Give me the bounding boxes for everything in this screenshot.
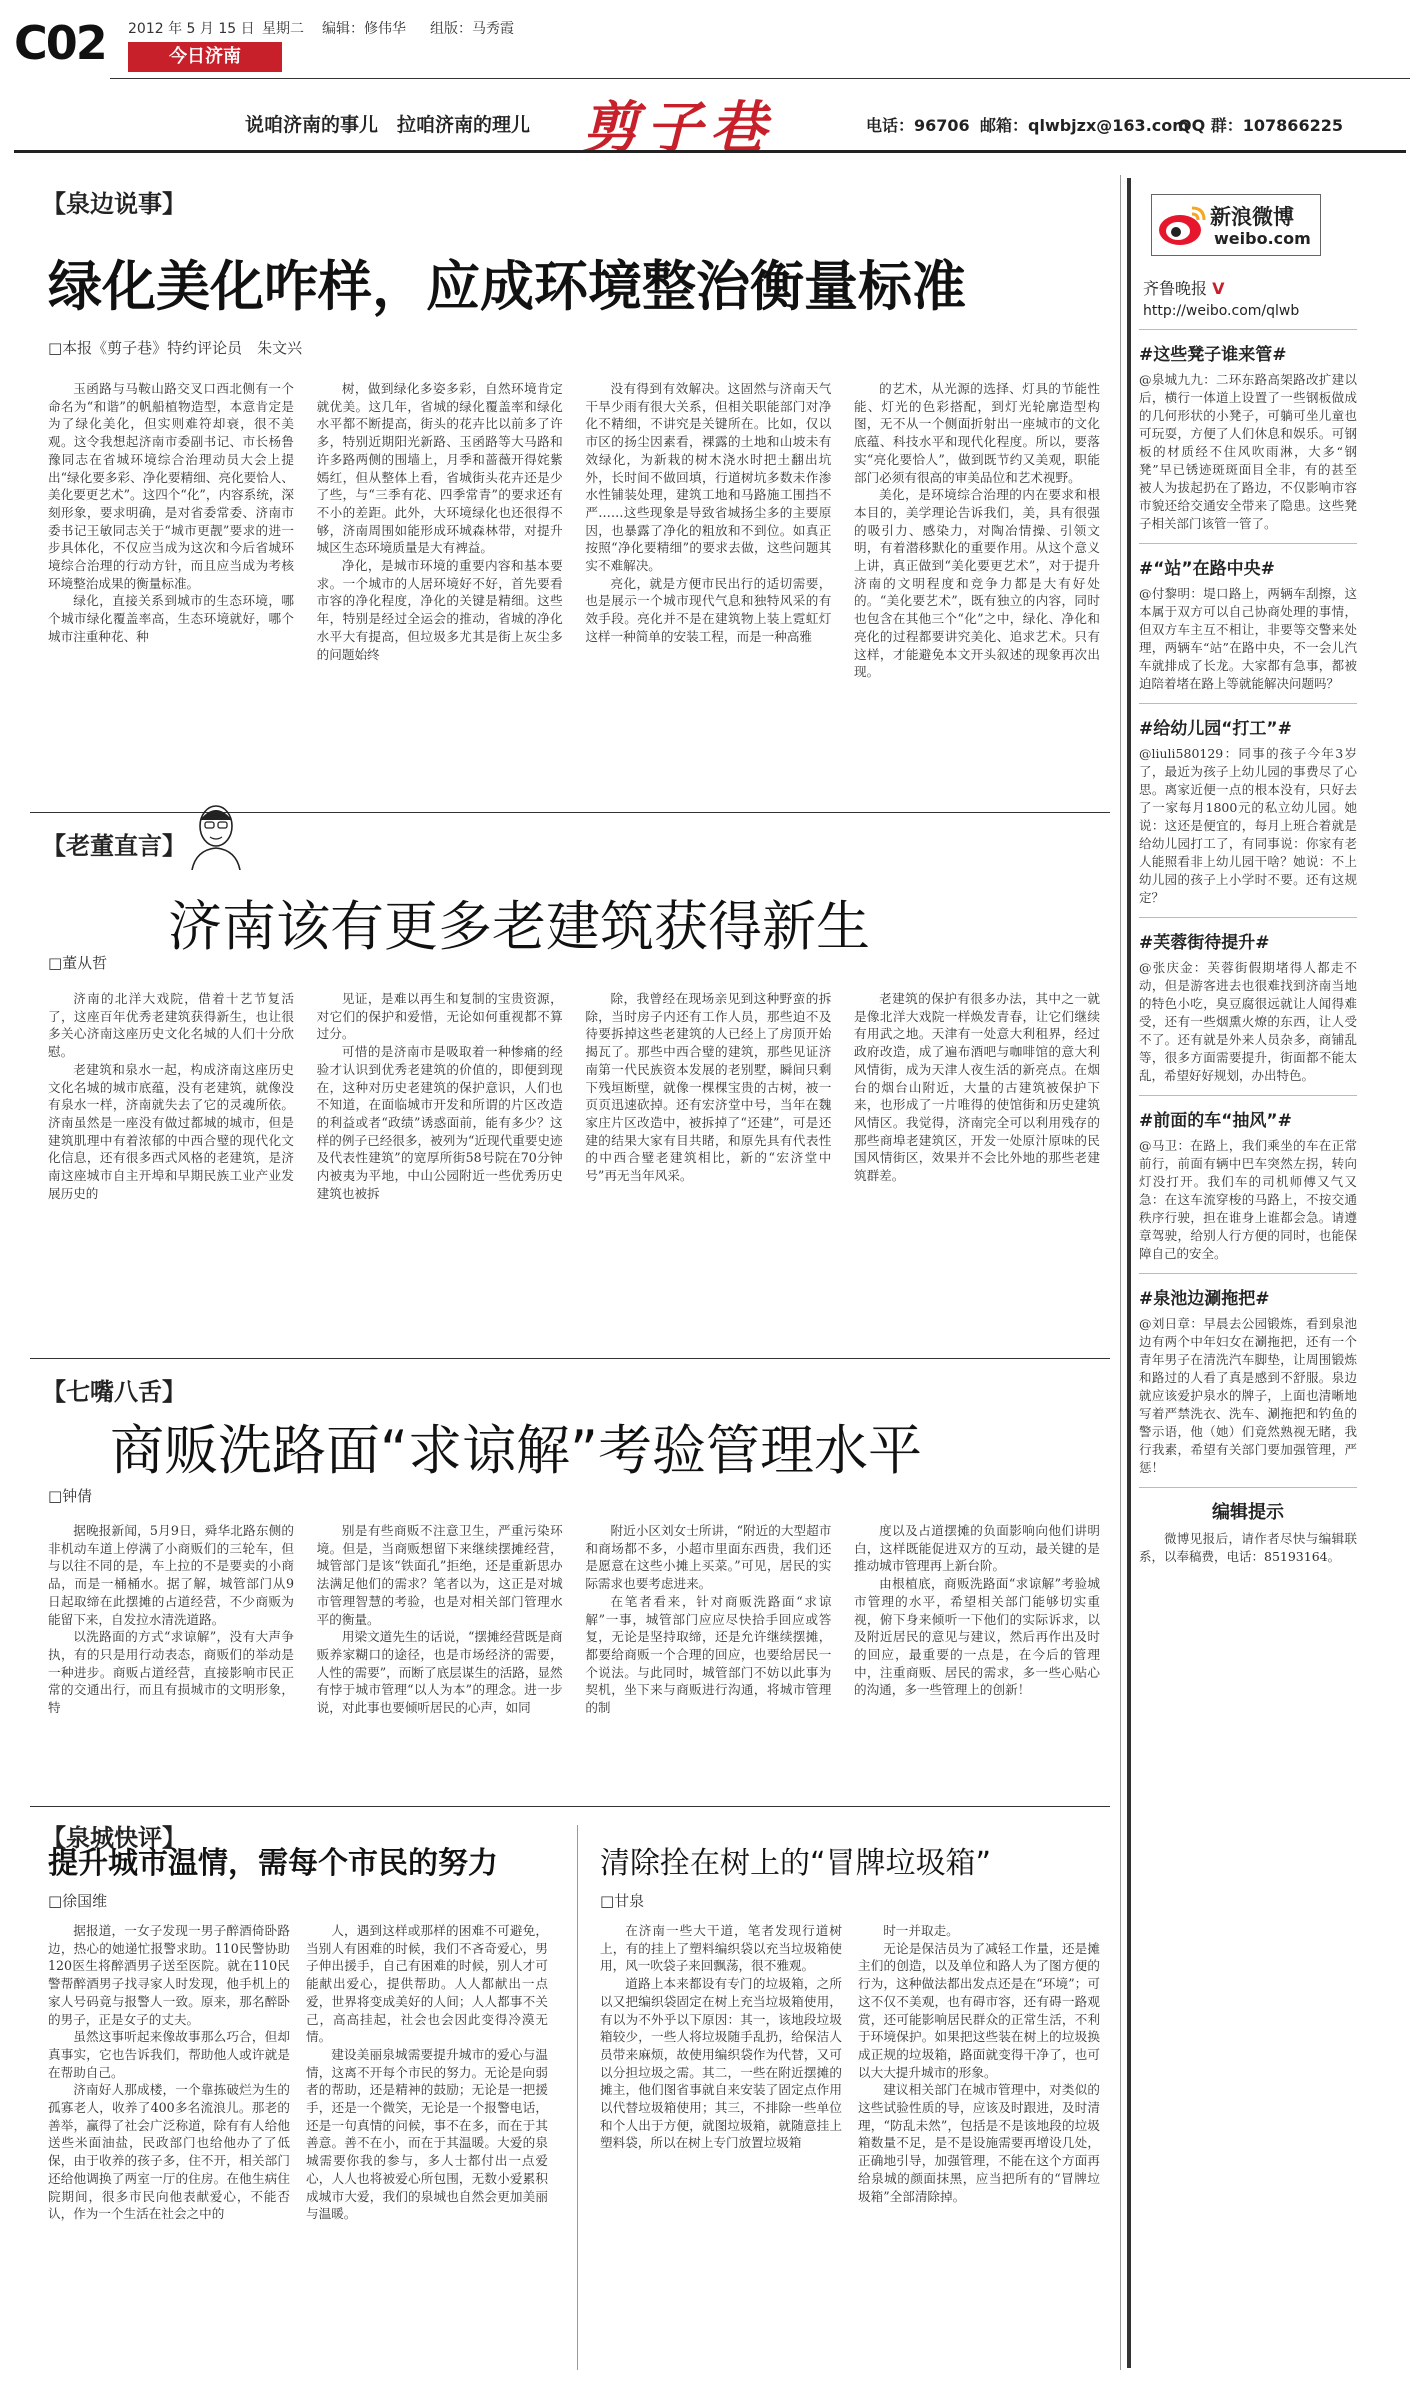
weibo-post [1139,554,1357,693]
weibo-post [1139,714,1357,907]
header-editor: 编辑：修伟华 [322,21,406,37]
paragraph: 人，遇到这样或那样的困难不可避免，当别人有困难的时候，我们不吝奇爱心，男子伸出援手，自己有困难的时候，别人才可能献出爱心，提供帮助。人人都献出一点爱，世界将变成美好的人间；人人都事不关己，高高挂起，社会也会因此变得冷漠无情。 [306,1923,548,2045]
weibo-separator [1139,543,1357,544]
paragraph: 树，做到绿化多姿多彩，自然环境肯定就优美。这几年，省城的绿化覆盖率和绿化水平都不断提高，街头的花卉比以前多了许多，特别近期阳光新路、玉函路等大马路和许多路两侧的围墙上，月季和蔷薇开得姹紫嫣红，但从整体上看，省城街头花卉还是少了些，与“三季有花、四季常青”的要求还有不小的差距。此外，大环境绿化也还很得不够，济南周围如能形成环城森林带，对提升城区生态环境质量是大有裨益。 [316,381,563,556]
article3-col4 [854,1522,1100,1800]
article3-col2 [317,1522,563,1800]
paragraph: 的艺术，从光源的选择、灯具的节能性能、灯光的色彩搭配，到灯光轮廓造型构图，无不从一个侧面折射出一座城市的文化底蕴、科技水平和现代化程度。所以，要落实“亮化要恰人”，做到既节约又美观，职能部门必须有很高的审美品位和艺术视野。 [853,381,1100,485]
article2-byline: □董从哲 [48,954,108,972]
article2-col4 [854,990,1100,1350]
weibo-post [1139,1284,1357,1477]
article3-col1 [48,1522,294,1800]
article3-tag: 【七嘴八舌】 [42,1378,186,1406]
paragraph: 道路上本来都设有专门的垃圾箱，之所以又把编织袋固定在树上充当垃圾箱使用，有以为不外乎以下原因：其一，该地段垃圾箱较少，一些人将垃圾随手乱扔，给保洁人员带来麻烦，故使用编织袋作为代替，又可以分担垃圾之需。其二，一些在附近摆摊的摊主，他们图省事就自来安装了固定点作用以代替垃圾箱使用；其三，不排除一些单位和个人出于方便，就图垃圾箱，就随意挂上塑料袋，所以在树上专门放置垃圾箱 [600,1976,842,2151]
weibo-account: 齐鲁晚报 [1143,279,1208,298]
article2-body [48,990,1100,1350]
article1-col4 [854,380,1100,805]
article4-title: 提升城市温情，需每个市民的努力 [48,1846,498,1881]
editor-note [1139,1498,1357,1566]
page-code: C02 [14,16,106,70]
paragraph: 老建筑和泉水一起，构成济南这座历史文化名城的城市底蕴，没有老建筑，就像没有泉水一样，济南就失去了它的灵魂所依。济南虽然是一座没有做过都城的城市，但是建筑肌理中有着浓郁的中西合璧的现代化文化信息，还有很多西式风格的老建筑，是济南这座城市自主开埠和早期民族工业产业发展历史的 [48,1061,294,1201]
verified-badge: V [1212,279,1225,298]
article3-byline: □钟倩 [48,1487,93,1505]
paragraph: 济南好人那成楼，一个靠拣破烂为生的孤寡老人，收养了400多名流浪儿。那老的善举，赢得了社会广泛称道，除有有人给他送些米面油盐，民政部门也给他办了了低保，由于收养的孩子多，住不开，相关部门还给他调换了两室一厅的住房。在他生病住院期间，很多市民向他表献爱心，不能否认，作为一个生活在社会之中的 [48,2082,290,2222]
paragraph: 用梁文道先生的话说，“摆摊经营既是商贩养家糊口的途径，也是市场经济的需要，人性的需要”，而断了底层谋生的活路，显然有悖于城市管理“以人为本”的理念。进一步说，对此事也要倾听居民的心声，如同 [316,1629,563,1716]
weibo-body: @张庆金：芙蓉街假期堵得人都走不动，但是游客进去也很难找到济南当地的特色小吃，臭豆腐很远就让人闻得难受，还有一些烟熏火燎的东西，让人受不了。还有就是外来人员杂多，商铺乱等，很多方面需要提升，街面都不能太乱，希望好好规划，办出特色。 [1139,960,1357,1083]
weibo-sidebar [1127,178,1357,2368]
paragraph: 除，我曾经在现场亲见到这种野蛮的拆除，当时房子内还有工作人员，那些迫不及待要拆掉这些老建筑的人已经上了房顶开始揭瓦了。那些中西合璧的建筑，那些见证济南第一代民族资本发展的老别墅，瞬间只剩下残垣断壁，就像一棵棵宝贵的古树，被一页页迅速砍掉。还有宏济堂中号，当年在魏家庄片区改造中，被拆掉了“还建”，可是还建的结果大家有目共睹，和原先具有代表性的中西合璧老建筑相比，新的“宏济堂中号”再无当年风采。 [585,991,832,1184]
paragraph: 据晚报新闻，5月9日，舜华北路东侧的非机动车道上停满了小商贩们的三轮车，但与以往不同的是，车上拉的不是要卖的小商品，而是一桶桶水。据了解，城管部门从9日起取缔在此摆摊的占道经营，不少商贩为能留下来，自发拉水清洗道路。 [48,1523,294,1627]
article2-tag: 【老董直言】 [42,832,186,860]
article1-title: 绿化美化咋样，应成环境整治衡量标准 [48,255,966,318]
paragraph: 玉函路与马鞍山路交叉口西北侧有一个命名为“和谐”的帆船植物造型，本意肯定是为了绿化美化，但实则难符却衰，很不美观。这令我想起济南市委副书记、市长杨鲁豫同志在省城环境综合治理动员大会上提出“绿化要多彩、净化要精细、亮化要恰人、美化要更艺术”。这四个“化”，内容系统，深刻形象，要求明确，是对省委常委、济南市委书记王敏同志关于“城市更靓”要求的进一步具体化，不仅应当成为这次和今后省城环境综合治理的行动方针，而且应当成为考核环境整治成果的衡量标准。 [48,381,294,591]
header-weekday: 星期二 [262,21,304,37]
article2-title: 济南该有更多老建筑获得新生 [168,895,870,958]
paragraph: 绿化，直接关系到城市的生态环境，哪个城市绿化覆盖率高，生态环境就好，哪个城市注重种花、种 [48,593,294,644]
article5-col1 [600,1922,842,2362]
section-badge: 今日济南 [128,42,282,72]
weibo-logo-cn: 新浪微博 [1210,205,1294,229]
paragraph: 附近小区刘女士所讲，“附近的大型超市和商场都不多，小超市里面东西贵，我们还是愿意在这些小摊上买菜。”可见，居民的实际需求也要考虑进来。 [585,1523,832,1592]
weibo-eye-icon [1156,202,1208,248]
divider-2 [30,1358,1110,1359]
weibo-separator [1139,1273,1357,1274]
article3-col3 [585,1522,831,1800]
weibo-topic: #前面的车“抽风”# [1139,1111,1292,1131]
header-slogan: 说咱济南的事儿 拉咱济南的理儿 [245,114,531,136]
weibo-logo [1151,194,1321,256]
paragraph: 在济南一些大干道，笔者发现行道树上，有的挂上了塑料编织袋以充当垃圾箱使用，风一吹袋子来回飘荡，很不雅观。 [600,1923,842,1974]
paragraph: 度以及占道摆摊的负面影响向他们讲明白，这样既能促进双方的互动，最关键的是推动城市管理再上新台阶。 [853,1523,1100,1574]
header-qq: QQ 群：107866225 [1178,116,1343,135]
article4-col1 [48,1922,290,2362]
paragraph: 别是有些商贩不注意卫生，严重污染环境。但是，当商贩想留下来继续摆摊经营，城管部门是该“铁面孔”拒绝，还是重新思办法满足他们的需求？笔者以为，这正是对城市管理智慧的考验，也是对相关部门管理水平的衡量。 [316,1523,563,1627]
weibo-separator [1139,917,1357,918]
weibo-topic: #这些凳子谁来管# [1139,345,1287,365]
paragraph: 老建筑的保护有很多办法，其中之一就是像北洋大戏院一样焕发青春，让它们继续有用武之地。天津有一处意大利租界，经过政府改造，成了遍布酒吧与咖啡馆的意大利风情街，成为天津人夜生活的新亮点。在烟台的烟台山附近，大量的古建筑被保护下来，也形成了一片唯得的使馆街和历史建筑风情区。我觉得，济南完全可以利用残存的那些商埠老建筑区，开发一处原汁原味的民国风情街区，效果并不会比外地的那些老建筑群差。 [853,991,1100,1184]
article4-tag: 【泉城快评】 [42,1824,186,1852]
weibo-separator [1139,329,1357,330]
paragraph: 建议相关部门在城市管理中，对类似的这些试验性质的导，应该及时跟进，及时清理，“防乱未然”，包括是不是该地段的垃圾箱数量不足，是不是设施需要再增设几处，正确地引导，加强管理，不能在这个方面再给泉城的颜面抹黑，应当把所有的“冒牌垃圾箱”全部清除掉。 [858,2082,1100,2204]
portrait-sketch-icon [186,800,246,870]
paragraph: 美化，是环境综合治理的内在要求和根本目的，美学理论告诉我们，美，具有很强的吸引力、感染力，对陶冶情操、引领文明，有着潜移默化的重要作用。从这个意义上讲，真正做到“美化要更艺术”，对于提升济南的文明程度和竞争力都是大有好处的。“美化要艺术”，既有独立的内容，同时也包含在其他三个“化”之中，绿化、净化和亮化的过程都要讲究美化、追求艺术。只有这样，才能避免本文开头叙述的现象再次出现。 [853,487,1100,680]
header-rule-top [110,78,1410,79]
weibo-account-line [1143,276,1357,299]
article2-col2 [317,990,563,1350]
paragraph: 由根植底，商贩洗路面“求谅解”考验城市管理的水平，希望相关部门能够切实重视，俯下身来倾听一下他们的实际诉求，以及附近居民的意见与建议，然后再作出及时的回应，最重要的一点是，在今后的管理中，注重商贩、居民的需求，多一些心贴心的沟通，多一些管理上的创新！ [853,1576,1100,1698]
weibo-body: @liuli580129：同事的孩子今年3岁了，最近为孩子上幼儿园的事费尽了心思。离家近便一点的根本没有，只好去了一家每月1800元的私立幼儿园。她说：这还是便宜的，每月上班合着就是给幼儿园打工了，有同事说：你家有老人能照看非上幼儿园干啥？她说：不上幼儿园的孩子上小学时不要。还有这规定？ [1139,746,1357,905]
header-email: 邮箱：qlwbjzx@163.com [980,116,1189,135]
paragraph: 见证，是难以再生和复制的宝贵资源，对它们的保护和爱惜，无论如何重视都不算过分。 [316,991,563,1042]
weibo-topic: #“站”在路中央# [1139,559,1275,579]
article5-body [600,1922,1100,2362]
article3-title: 商贩洗路面“求谅解”考验管理水平 [110,1419,922,1482]
paragraph: 在笔者看来，针对商贩洗路面“求谅解”一事，城管部门应应尽快拾手回应或答复，无论是坚持取缔，还是允许继续摆摊，都要给商贩一个合理的回应，也要给居民一个说法。与此同时，城管部门不妨以此事为契机，坐下来与商贩进行沟通，将城市管理的制 [585,1593,832,1716]
header-rule-main [14,150,1406,153]
editor-note-title: 编辑提示 [1212,1502,1284,1523]
paragraph: 以洗路面的方式“求谅解”，没有大声争执，有的只是用行动表态，商贩们的举动是一种进步。商贩占道经营，直接影响市民正常的交通出行，而且有损城市的文明形象，特 [48,1629,294,1716]
paragraph: 没有得到有效解决。这固然与济南天气干旱少雨有很大关系，但相关职能部门对净化不精细，不讲究是关键所在。比如，仅以市区的扬尘因素看，裸露的土地和山坡未有效绿化，为新栽的树木浇水时把土翻出坑外，长时间不做回填，行道树坑多数未作渗水性铺装处理，建筑工地和马路施工围挡不严……这些现象是导致省城扬尘多的主要原因，也暴露了净化的粗放和不到位。如真正按照“净化要精细”的要求去做，这些问题其实不难解决。 [585,381,832,574]
weibo-post [1139,928,1357,1085]
weibo-topic: #给幼儿园“打工”# [1139,719,1292,739]
article1-tag: 【泉边说事】 [42,190,186,218]
paragraph: 可惜的是济南市是吸取着一种惨痛的经验才认识到优秀老建筑的价值的，即便到现在，这种对历史老建筑的保护意识，人们也不知道，在面临城市开发和所谓的片区改造的利益或者“政绩”诱惑面前，能有多少？这样的例子已经很多，被列为“近现代重要史迹及代表性建筑”的宽厚所街58号院在70分钟内被夷为平地，中山公园附近一些优秀历史建筑也被拆 [316,1044,563,1201]
article2-col3 [585,990,831,1350]
weibo-logo-en: weibo.com [1214,229,1311,248]
article5-byline: □甘泉 [600,1892,645,1910]
header-layout: 组版：马秀霞 [430,21,514,37]
weibo-separator [1139,1487,1357,1488]
article2-col1 [48,990,294,1350]
paragraph: 建设美丽泉城需要提升城市的爱心与温情，这离不开每个市民的努力。无论是向弱者的帮助，还是精神的鼓励；无论是一把援手，还是一个微笑，无论是一个报警电话，还是一句真情的问候，事不在多，而在于其善意。善不在小，而在于其温暖。大爱的泉城需要你我的参与，多人士都付出一点爱心，人人也将被爱心所包围，无数小爱累积成城市大爱，我们的泉城也自然会更加美丽与温暖。 [306,2046,548,2222]
weibo-body: @付黎明：堤口路上，两辆车刮擦，这本属于双方可以自己协商处理的事情，但双方车主互不相让，非要等交警来处理，两辆车“站”在路中央，不一会儿汽车就排成了长龙。大家都有急事，都被迫陪着堵在路上等就能解决问题吗？ [1139,586,1357,691]
author-portrait [186,800,246,870]
weibo-topic: #芙蓉街待提升# [1139,933,1270,953]
paragraph: 济南的北洋大戏院，借着十艺节复活了，这座百年优秀老建筑获得新生，也让很多关心济南这座历史文化名城的人们十分欣慰。 [48,991,294,1060]
column-title: 剪子巷 [582,95,774,161]
divider-3 [30,1806,1110,1807]
article4-byline: □徐国维 [48,1892,108,1910]
article1-body [48,380,1100,805]
editor-note-body: 微博见报后，请作者尽快与编辑联系，以奉稿费，电话：85193164。 [1139,1531,1357,1564]
weibo-post [1139,340,1357,533]
article5-title: 清除拴在树上的“冒牌垃圾箱” [600,1846,992,1881]
paragraph: 据报道，一女子发现一男子醉酒倚卧路边，热心的她递忙报警求助。110民警协助120医生将醉酒男子送至医院。就在110民警帮醉酒男子找寻家人时发现，他手机上的家人号码竟与报警人一致。原来，那名醉卧的男子，正是女子的丈夫。 [48,1923,290,2027]
paragraph: 虽然这事听起来像故事那么巧合，但却真事实，它也告诉我们，帮助他人或许就是在帮助自己。 [48,2029,290,2080]
article4-5-divider [577,1825,578,2370]
main-sidebar-divider [1120,175,1121,2370]
weibo-topic: #泉池边涮拖把# [1139,1289,1270,1309]
weibo-body: @泉城九九：二环东路高架路改扩建以后，横行一体道上设置了一些钢板做成的几何形状的小凳子，可躺可坐儿童也可玩耍，方便了人们休息和娱乐。可钢板的材质经不住风吹雨淋，大多“钢凳”早已锈迹斑斑面目全非，有的甚至被人为拔起扔在了路边，不仅影响市容市貌还给交通安全带来了隐患。这些凳子相关部门该管一管了。 [1139,372,1357,531]
weibo-separator [1139,703,1357,704]
paragraph: 时一并取走。 [883,1923,959,1938]
weibo-separator [1139,1095,1357,1096]
paragraph: 亮化，就是方便市民出行的适切需要，也是展示一个城市现代气息和独特风采的有效手段。亮化并不是在建筑物上装上霓虹灯这样一种简单的安装工程，而是一种高雅 [585,575,832,644]
weibo-body: @马卫：在路上，我们乘坐的车在正常前行，前面有辆中巴车突然左拐，转向灯没打开。我们车的司机师傅又气又急：在这车流穿梭的马路上，不按交通秩序行驶，担在谁身上谁都会急。请遵章驾驶，给别人行方便的同时，也能保障自己的安全。 [1139,1138,1357,1261]
article1-col3 [585,380,831,805]
article1-col1 [48,380,294,805]
article4-body [48,1922,548,2362]
paragraph: 净化，是城市环境的重要内容和基本要求。一个城市的人居环境好不好，首先要看市容的净化程度，净化的关键是精细。这些年，特别是经过全运会的推动，省城的净化水平大有提高，但垃圾多尤其是街上灰尘多的问题始终 [316,558,563,662]
article4-col2 [306,1922,548,2362]
article3-body [48,1522,1100,1800]
paragraph: 无论是保洁员为了减轻工作量，还是摊主们的创造，以及单位和路人为了图方便的行为，这种做法都出发点还是在“环境”；可这不仅不美观，也有碍市容，还有碍一路观赏，还可能影响居民群众的正常生活，不利于环境保护。如果把这些装在树上的垃圾换成正规的垃圾箱，路面就变得干净了，也可以大大提升城市的形象。 [858,1940,1100,2080]
article1-col2 [317,380,563,805]
weibo-body: @刘日章：早晨去公园锻炼，看到泉池边有两个中年妇女在涮拖把，还有一个青年男子在清洗汽车脚垫，让周围锻炼和路过的人看了真是感到不舒服。泉边就应该爱护泉水的牌子，上面也清晰地写着严禁洗衣、洗车、涮拖把和钓鱼的警示语，他（她）们竟然熟视无睹，我行我素，希望有关部门要加强管理，严惩！ [1139,1316,1357,1475]
header-phone: 电话：96706 [866,116,970,135]
weibo-url[interactable]: http://weibo.com/qlwb [1143,303,1300,319]
weibo-post [1139,1106,1357,1263]
article5-col2 [858,1922,1100,2362]
article1-byline: □本报《剪子巷》特约评论员 朱文兴 [48,339,303,357]
header-date: 2012 年 5 月 15 日 [128,21,255,37]
